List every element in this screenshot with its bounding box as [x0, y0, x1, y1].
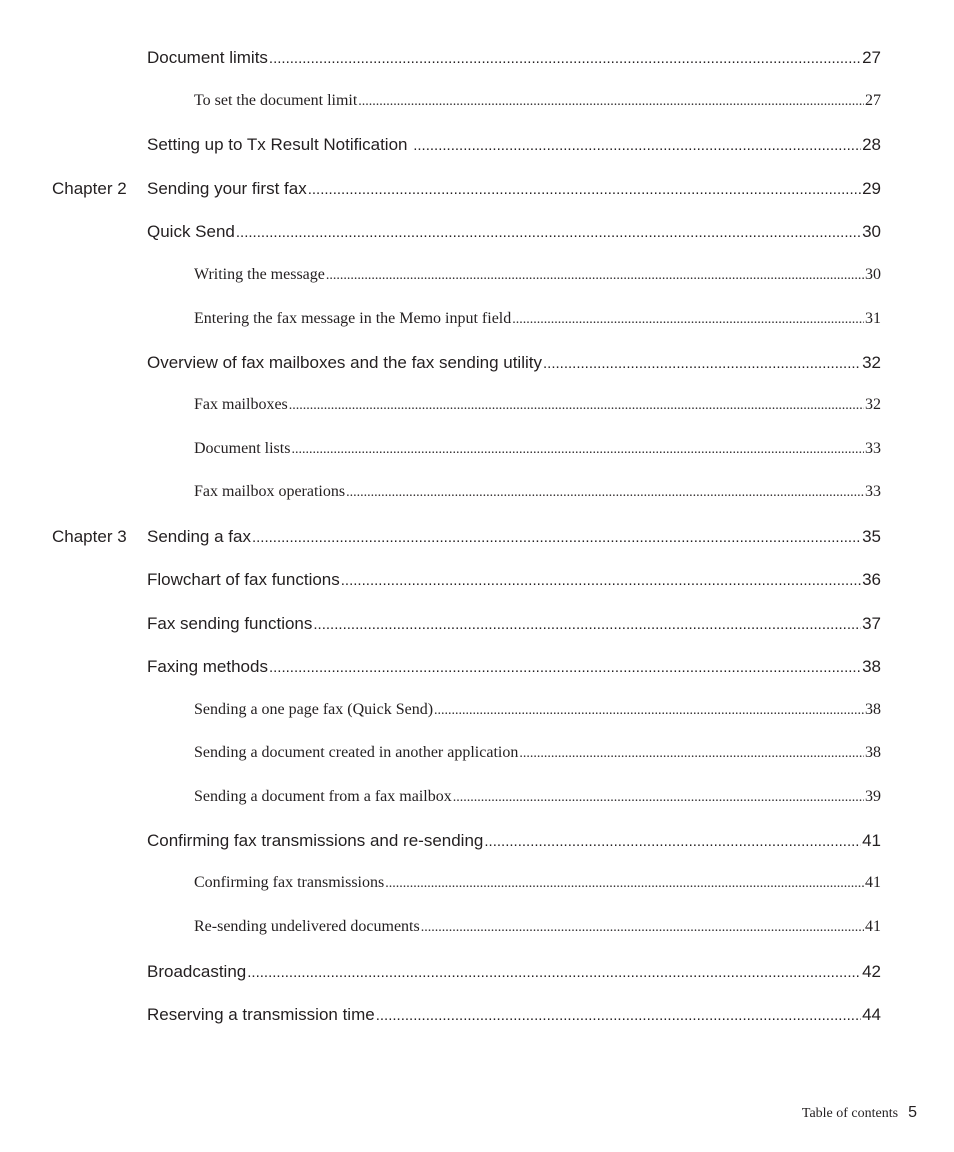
toc-section-entry[interactable] — [147, 353, 881, 373]
dot-leader — [236, 224, 861, 241]
toc-section-entry[interactable] — [147, 831, 881, 851]
toc-entry-title: Confirming fax transmissions — [194, 874, 385, 891]
dot-leader — [252, 529, 861, 546]
toc-entry-title: Writing the message — [194, 266, 325, 283]
toc-entry-title: Confirming fax transmissions and re-sending — [147, 831, 484, 850]
toc-entry-page: 27 — [862, 48, 881, 67]
dot-leader — [269, 50, 861, 67]
toc-entry-page: 42 — [862, 962, 881, 981]
toc-entry-page: 30 — [865, 266, 881, 283]
toc-section-entry[interactable] — [147, 527, 881, 547]
toc-entry-title: Fax mailbox operations — [194, 483, 346, 500]
toc-section-entry[interactable] — [147, 570, 881, 590]
dot-leader — [519, 746, 864, 762]
dot-leader — [434, 703, 864, 719]
dot-leader — [289, 398, 864, 414]
toc-subsection-entry[interactable] — [194, 440, 881, 458]
toc-entry-title: Sending a fax — [147, 527, 251, 546]
toc-entry-title: Faxing methods — [147, 657, 268, 676]
toc-section-entry[interactable] — [147, 657, 881, 677]
toc-entry-page: 38 — [865, 744, 881, 761]
dot-leader — [247, 964, 861, 981]
toc-entry-title: Fax mailboxes — [194, 396, 288, 413]
toc-entry-page: 28 — [862, 135, 881, 154]
toc-entry-page: 38 — [862, 657, 881, 676]
dot-leader — [326, 268, 864, 284]
toc-entry-title: Flowchart of fax functions — [147, 570, 340, 589]
toc-entry-title: Document limits — [147, 48, 268, 67]
toc-subsection-entry[interactable] — [194, 874, 881, 892]
toc-entry-title: Sending your first fax — [147, 179, 307, 198]
toc-entry-page: 31 — [865, 310, 881, 327]
dot-leader — [341, 572, 861, 589]
toc-entry-page: 41 — [865, 874, 881, 891]
page-number: 5 — [908, 1104, 917, 1121]
toc-entry-title: Quick Send — [147, 222, 235, 241]
toc-entry-page: 39 — [865, 788, 881, 805]
dot-leader — [358, 94, 864, 110]
toc-section-entry[interactable] — [147, 614, 881, 634]
toc-section-entry[interactable] — [147, 962, 881, 982]
chapter-label: Chapter 3 — [52, 527, 127, 546]
toc-entry-title: To set the document limit — [194, 92, 358, 109]
dot-leader — [376, 1007, 861, 1024]
page-footer — [802, 1104, 917, 1122]
toc-entry-page: 33 — [865, 440, 881, 457]
toc-entry-title: Sending a one page fax (Quick Send) — [194, 701, 434, 718]
dot-leader — [385, 876, 864, 892]
dot-leader — [308, 181, 861, 198]
dot-leader — [453, 790, 864, 806]
toc-entry-page: 37 — [862, 614, 881, 633]
toc-subsection-entry[interactable] — [194, 701, 881, 719]
toc-entry-title: Entering the fax message in the Memo input field — [194, 310, 512, 327]
toc-entry-title: Sending a document created in another application — [194, 744, 519, 761]
toc-subsection-entry[interactable] — [194, 918, 881, 936]
toc-subsection-entry[interactable] — [194, 744, 881, 762]
toc-entry-page: 29 — [862, 179, 881, 198]
toc-entry-page: 32 — [865, 396, 881, 413]
toc-section-entry[interactable] — [147, 179, 881, 199]
toc-entry-title: Fax sending functions — [147, 614, 313, 633]
dot-leader — [291, 442, 864, 458]
toc-subsection-entry[interactable] — [194, 92, 881, 110]
toc-entry-title: Broadcasting — [147, 962, 247, 981]
toc-entry-title: Overview of fax mailboxes and the fax sending utility — [147, 353, 542, 372]
toc-entry-title: Re-sending undelivered documents — [194, 918, 420, 935]
toc-section-entry[interactable] — [147, 135, 881, 155]
dot-leader — [421, 920, 864, 936]
toc-subsection-entry[interactable] — [194, 788, 881, 806]
dot-leader — [269, 659, 861, 676]
toc-subsection-entry[interactable] — [194, 266, 881, 284]
toc-entry-page: 36 — [862, 570, 881, 589]
dot-leader — [543, 355, 861, 372]
toc-entry-page: 44 — [862, 1005, 881, 1024]
toc-entry-title: Document lists — [194, 440, 291, 457]
toc-subsection-entry[interactable] — [194, 310, 881, 328]
footer-label: Table of contents — [801, 1106, 899, 1121]
dot-leader — [512, 312, 864, 328]
toc-section-entry[interactable] — [147, 48, 881, 68]
toc-entry-page: 41 — [862, 831, 881, 850]
toc-entry-title: Sending a document from a fax mailbox — [194, 788, 452, 805]
toc-entry-page: 33 — [865, 483, 881, 500]
toc-entry-title: Reserving a transmission time — [147, 1005, 375, 1024]
toc-entry-page: 32 — [862, 353, 881, 372]
toc-entry-title: Setting up to Tx Result Notification — [147, 135, 413, 154]
toc-entry-page: 41 — [865, 918, 881, 935]
dot-leader — [313, 616, 861, 633]
toc-entry-page: 35 — [862, 527, 881, 546]
toc-section-entry[interactable] — [147, 222, 881, 242]
dot-leader — [346, 485, 864, 501]
toc-subsection-entry[interactable] — [194, 396, 881, 414]
toc-entry-page: 38 — [865, 701, 881, 718]
toc-entry-page: 27 — [865, 92, 881, 109]
toc-section-entry[interactable] — [147, 1005, 881, 1025]
toc-subsection-entry[interactable] — [194, 483, 881, 501]
toc-entry-page: 30 — [862, 222, 881, 241]
dot-leader — [413, 137, 861, 154]
chapter-label: Chapter 2 — [52, 179, 127, 198]
dot-leader — [484, 833, 861, 850]
